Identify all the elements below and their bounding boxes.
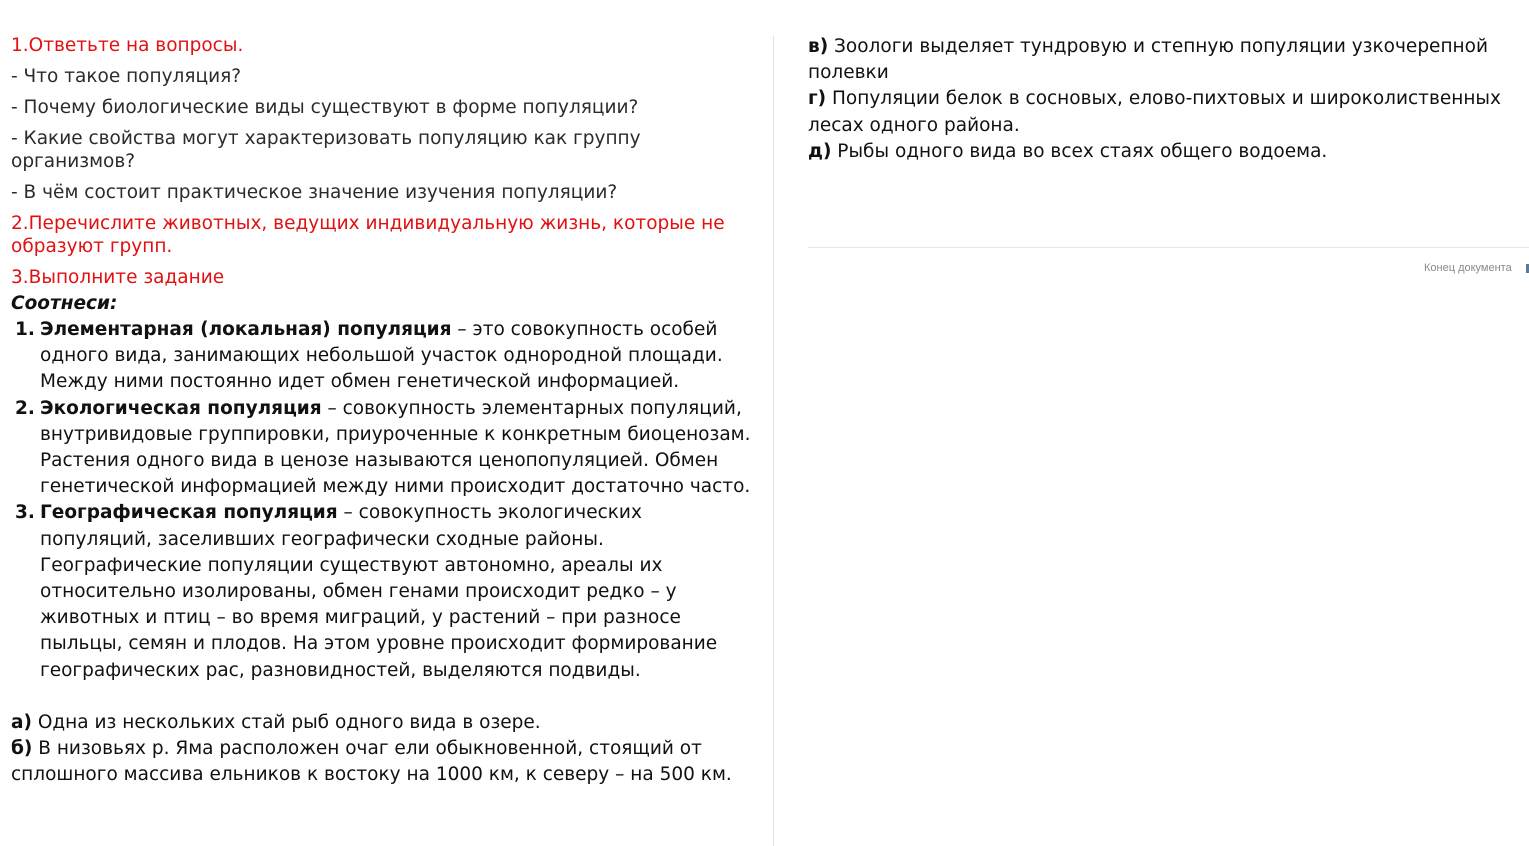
question-1-item: - В чём состоит практическое значение изучения популяции? [11, 182, 618, 203]
definition-text: – это совокупность особей одного вида, занимающих небольшой участок однородной площади. Между ними постоянно идет обмен генетической информацией. [40, 319, 723, 393]
question-1-item: - Какие свойства могут характеризовать популяцию как группу организмов? [11, 128, 641, 172]
definition-item [11, 317, 756, 396]
definition-text: – совокупность экологических популяций, заселивших географически сходные районы. Географические популяции существуют автономно, ареалы их относительно изолированы, обмен генами происходит редко – у животных и птиц – во время миграций, у растений – при разносе пыльцы, семян и плодов. На этом уровне происходит формирование географических рас, разновидностей, выделяются подвиды. [40, 502, 718, 681]
option-letter: д) [808, 140, 832, 162]
option-b [11, 736, 756, 788]
left-column [11, 34, 756, 788]
question-3-title: 3.Выполните задание [11, 267, 225, 288]
option-text: В низовьях р. Яма расположен очаг ели обыкновенной, стоящий от сплошного массива ельников к востоку на 1000 км, к северу – на 500 км. [11, 738, 732, 786]
definition-item [11, 396, 756, 501]
option-letter: а) [11, 711, 32, 733]
option-text: Зоологи выделяет тундровую и степную популяции узкочерепной полевки [808, 36, 1488, 84]
option-text: Одна из нескольких стай рыб одного вида в озере. [31, 711, 541, 733]
option-letter: г) [808, 88, 827, 110]
question-1-title: 1.Ответьте на вопросы. [11, 35, 244, 56]
option-letter: б) [11, 738, 33, 760]
option-letter: в) [808, 36, 829, 57]
question-1-item: - Что такое популяция? [11, 66, 242, 87]
definition-number: 3. [15, 502, 35, 524]
definition-number: 1. [15, 319, 35, 340]
task-subheading: Соотнеси: [11, 293, 118, 314]
definition-text: – совокупность элементарных популяций, внутривидовые группировки, приуроченные к конкретным биоценозам. Растения одного вида в ценозе называются ценопопуляцией. Обмен генетической информацией между ними происходит достаточно часто. [40, 397, 751, 498]
right-column [808, 34, 1523, 165]
end-of-document-label: Конец документа [1424, 262, 1512, 274]
option-d [808, 139, 1523, 165]
end-of-document-rule [808, 247, 1529, 248]
option-text: Рыбы одного вида во всех стаях общего водоема. [831, 140, 1328, 162]
definition-term: Элементарная (локальная) популяция [40, 319, 452, 340]
option-v [808, 34, 1523, 86]
spacer [11, 684, 756, 710]
question-2-title: 2.Перечислите животных, ведущих индивидуальную жизнь, которые не образуют групп. [11, 213, 725, 257]
definition-number: 2. [15, 397, 35, 419]
option-text: Популяции белок в сосновых, елово-пихтовых и широколиственных лесах одного района. [808, 88, 1501, 136]
option-a [11, 710, 756, 736]
option-g [808, 86, 1523, 138]
question-1-item: - Почему биологические виды существуют в форме популяции? [11, 97, 639, 118]
definition-term: Географическая популяция [40, 502, 338, 524]
definition-term: Экологическая популяция [40, 397, 322, 419]
column-divider [773, 36, 774, 846]
definitions-list [11, 317, 756, 684]
definition-item [11, 500, 756, 683]
